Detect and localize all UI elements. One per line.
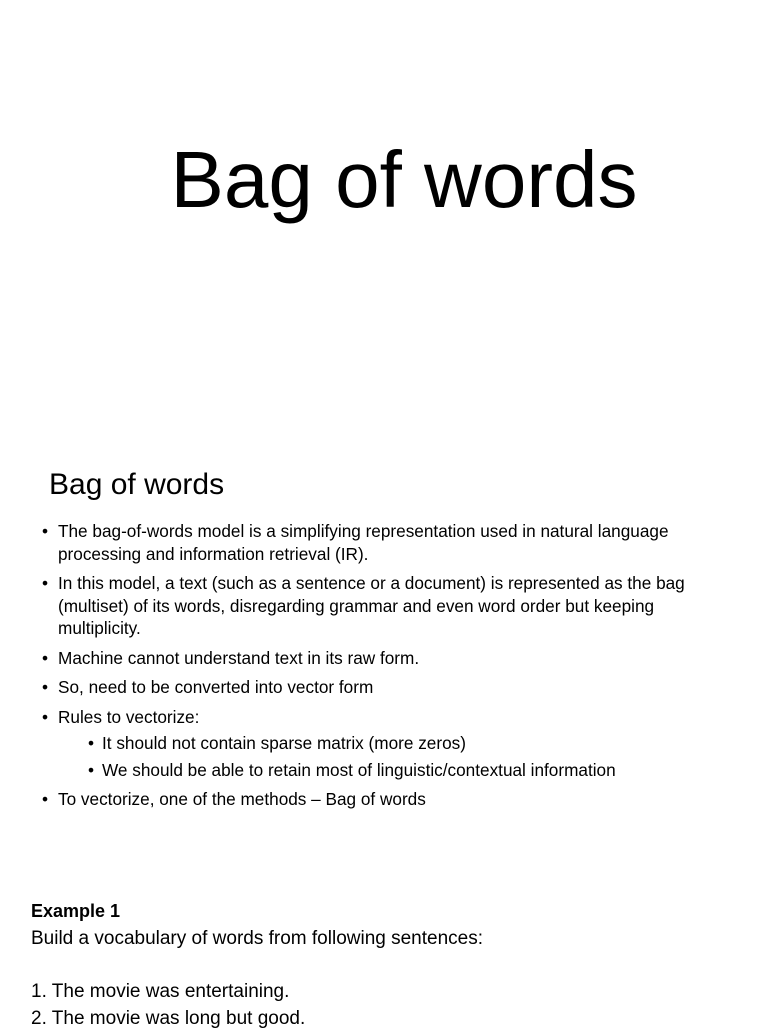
bullet-item: • So, need to be converted into vector form	[42, 676, 722, 699]
bullet-item: • The bag-of-words model is a simplifying representation used in natural language processing and information retrieval (IR).	[42, 520, 722, 565]
content-slide	[0, 432, 768, 862]
sub-bullet-item: • We should be able to retain most of linguistic/contextual information	[58, 759, 722, 782]
bullet-item: • Machine cannot understand text in its raw form.	[42, 647, 722, 670]
sub-bullet-list	[58, 732, 722, 781]
bullet-item: • To vectorize, one of the methods – Bag of words	[42, 788, 722, 811]
title-slide	[0, 0, 768, 432]
example-sentence: 2. The movie was long but good.	[31, 1008, 306, 1029]
bullet-item: • In this model, a text (such as a sentence or a document) is represented as the bag (multiset) of its words, disregarding grammar and even word order but keeping multiplicity.	[42, 572, 722, 640]
bullet-text: Rules to vectorize:	[58, 706, 200, 727]
example-block	[31, 898, 731, 1032]
example-slide	[0, 862, 768, 1029]
slide-title: Bag of words	[170, 135, 638, 224]
example-title: Example 1	[31, 901, 121, 921]
slide-heading: Bag of words	[49, 468, 225, 501]
example-sentence: 1. The movie was entertaining.	[31, 981, 290, 1002]
spacer	[31, 952, 731, 978]
sub-bullet-item: • It should not contain sparse matrix (more zeros)	[58, 732, 722, 755]
bullet-list	[42, 520, 722, 818]
bullet-item-rules	[42, 706, 722, 782]
example-instruction: Build a vocabulary of words from following sentences:	[31, 928, 484, 949]
